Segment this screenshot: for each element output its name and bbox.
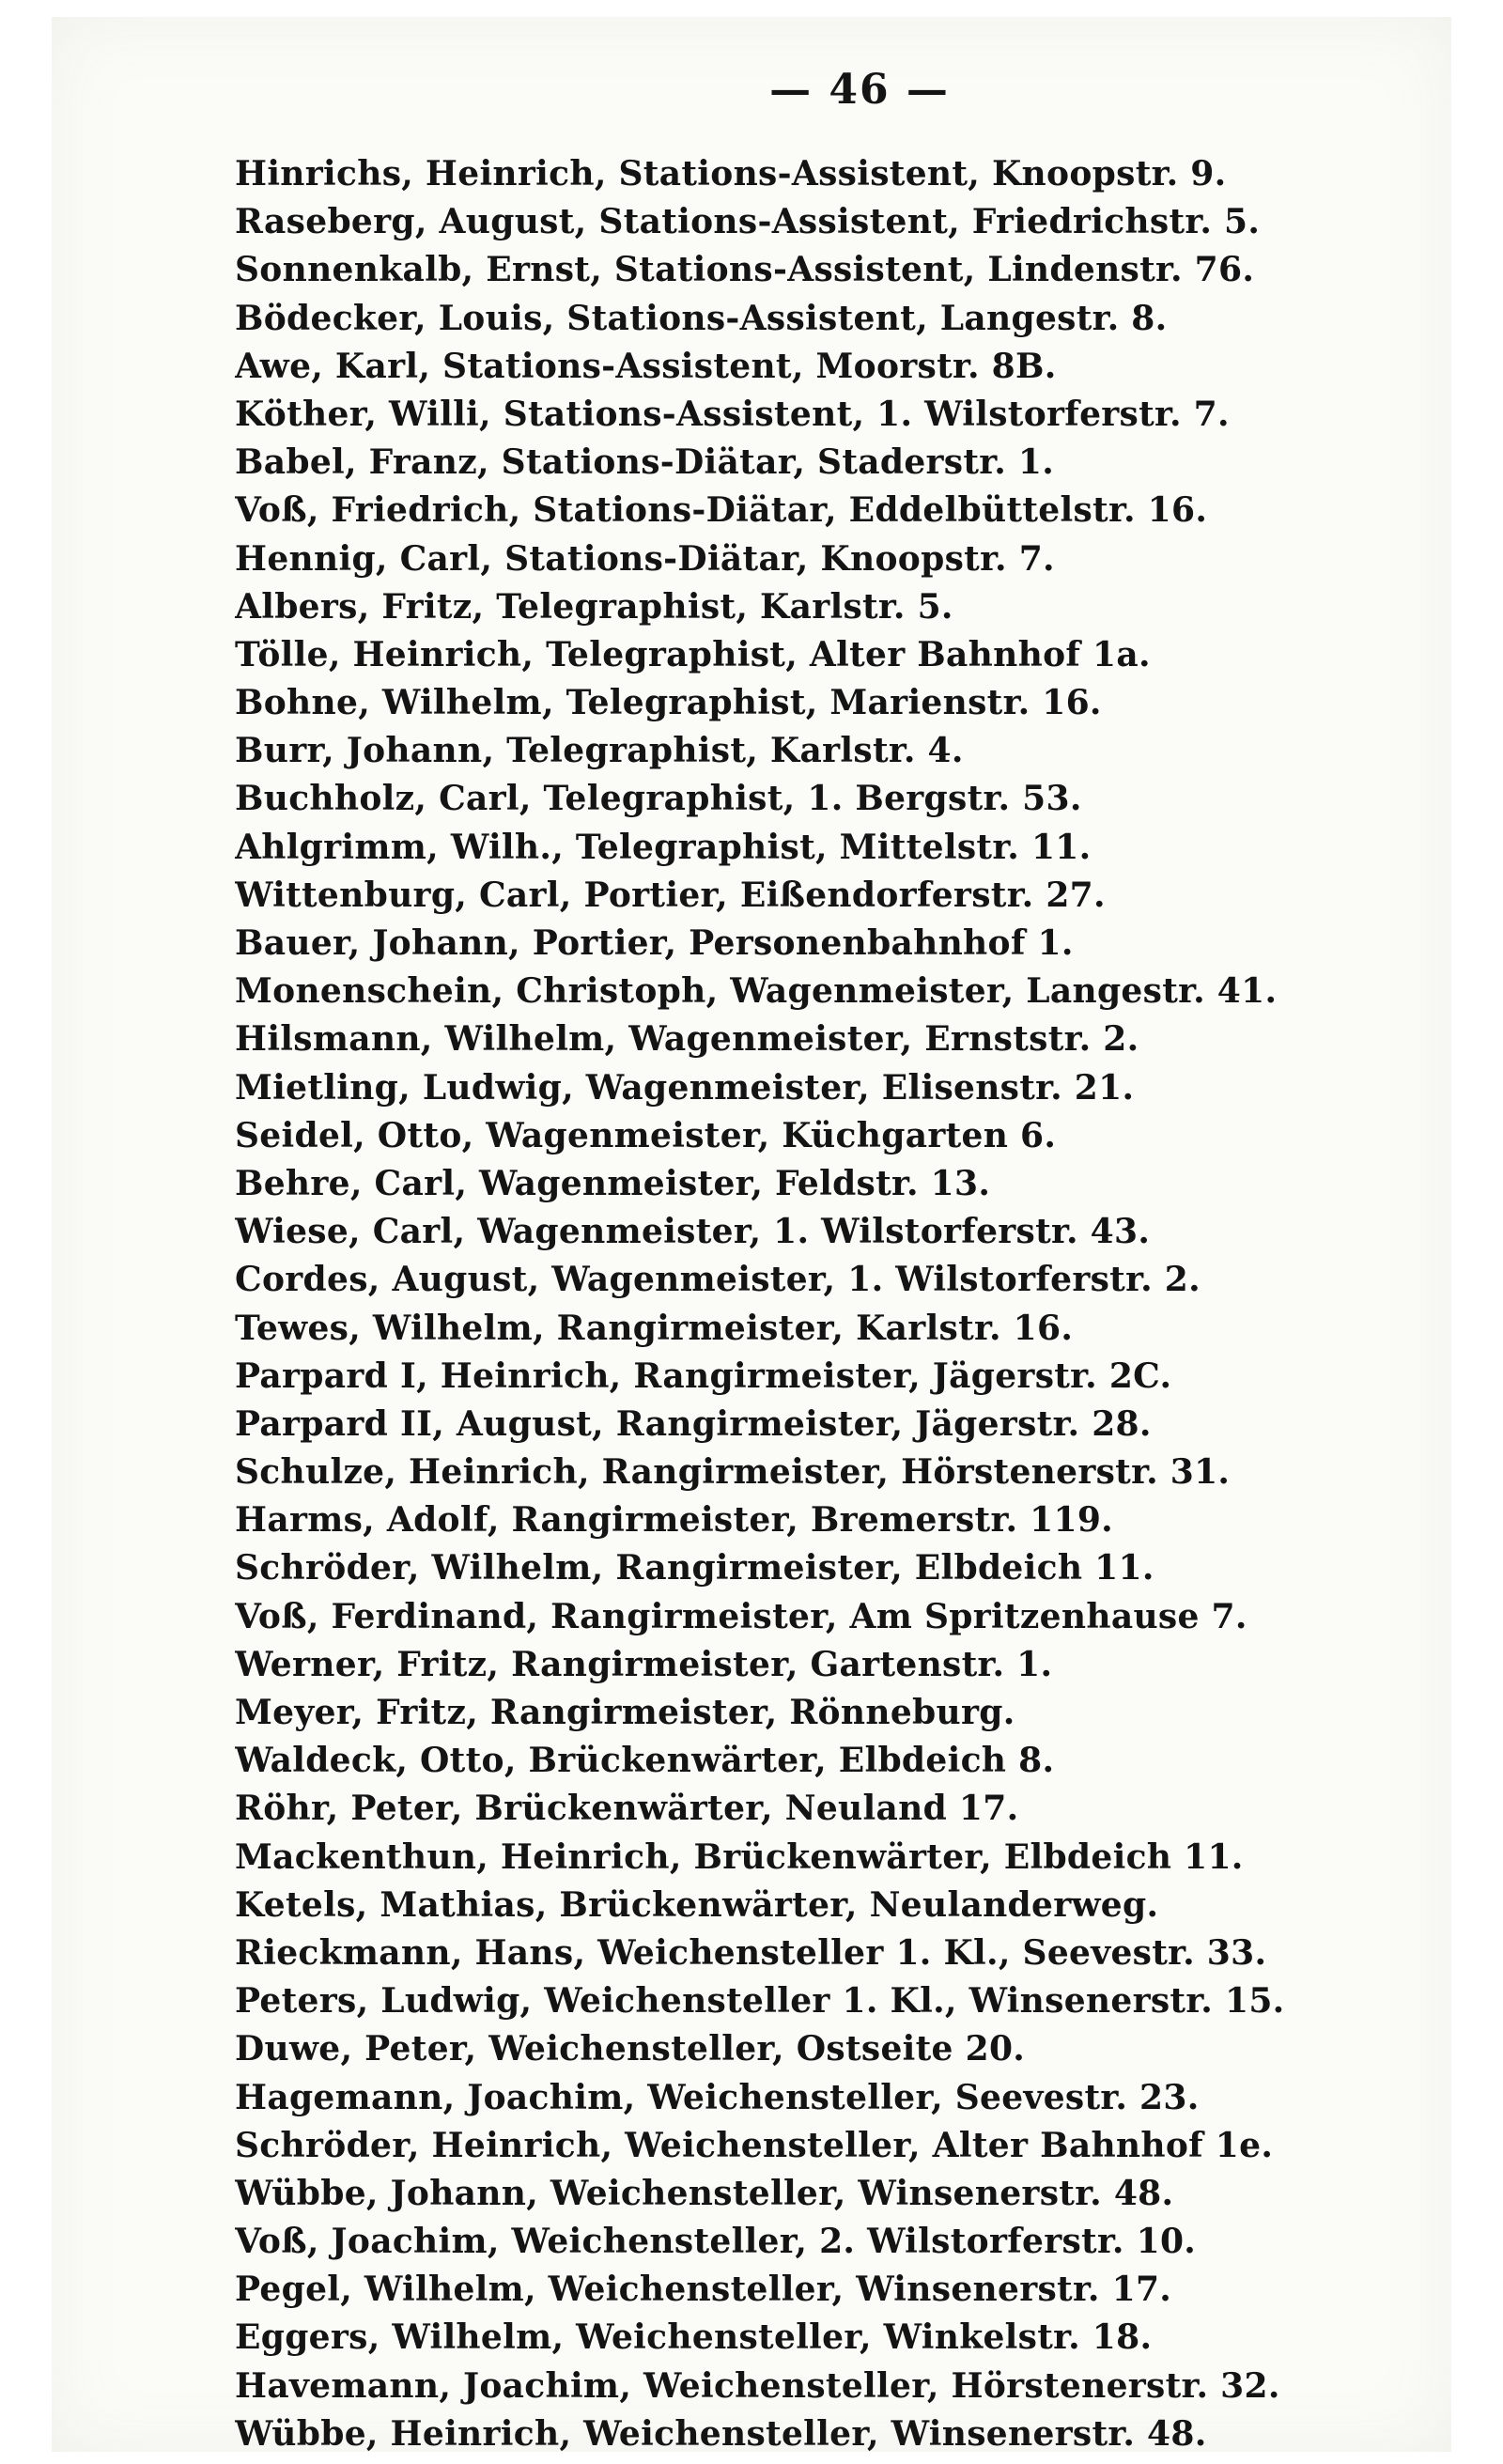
directory-entry: Monenschein, Christoph, Wagenmeister, Langestr. 41.: [235, 971, 1278, 1012]
directory-entry: Ketels, Mathias, Brückenwärter, Neulanderweg.: [235, 1884, 1159, 1925]
directory-entry: Schröder, Wilhelm, Rangirmeister, Elbdeich 11.: [235, 1548, 1154, 1588]
directory-entry: Röhr, Peter, Brückenwärter, Neuland 17.: [235, 1789, 1019, 1829]
directory-entry: Pegel, Wilhelm, Weichensteller, Winsenerstr. 17.: [235, 2270, 1172, 2310]
directory-entry: Mackenthun, Heinrich, Brückenwärter, Elbdeich 11.: [235, 1836, 1244, 1877]
directory-entry: Behre, Carl, Wagenmeister, Feldstr. 13.: [235, 1163, 991, 1203]
directory-entry: Wübbe, Heinrich, Weichensteller, Winsenerstr. 48.: [235, 2413, 1207, 2454]
directory-entry: Wittenburg, Carl, Portier, Eißendorferstr. 27.: [235, 875, 1106, 915]
directory-entry: Hennig, Carl, Stations-Diätar, Knoopstr. 7.: [235, 538, 1055, 579]
directory-entry: Wiese, Carl, Wagenmeister, 1. Wilstorferstr. 43.: [235, 1212, 1151, 1252]
directory-entry: Awe, Karl, Stations-Assistent, Moorstr. 8B.: [235, 346, 1057, 386]
directory-entry: Waldeck, Otto, Brückenwärter, Elbdeich 8.: [235, 1741, 1055, 1781]
directory-entry: Havemann, Joachim, Weichensteller, Hörstenerstr. 32.: [235, 2365, 1280, 2406]
directory-entry: Meyer, Fritz, Rangirmeister, Rönneburg.: [235, 1693, 1015, 1732]
directory-entry: Hagemann, Joachim, Weichensteller, Seevestr. 23.: [235, 2077, 1200, 2117]
directory-entry: Harms, Adolf, Rangirmeister, Bremerstr. 119.: [235, 1500, 1113, 1541]
directory-entry: Buchholz, Carl, Telegraphist, 1. Bergstr. 53.: [235, 779, 1082, 819]
directory-entry: Albers, Fritz, Telegraphist, Karlstr. 5.: [235, 586, 953, 627]
directory-entry: Tölle, Heinrich, Telegraphist, Alter Bahnhof 1a.: [235, 634, 1151, 674]
directory-entry: Werner, Fritz, Rangirmeister, Gartenstr. 1.: [235, 1644, 1053, 1684]
directory-entry: Hinrichs, Heinrich, Stations-Assistent, Knoopstr. 9.: [235, 154, 1227, 194]
directory-entry: Voß, Friedrich, Stations-Diätar, Eddelbüttelstr. 16.: [235, 490, 1208, 531]
directory-entry: Wübbe, Johann, Weichensteller, Winsenerstr. 48.: [235, 2173, 1174, 2213]
directory-entry: Schröder, Heinrich, Weichensteller, Alter Bahnhof 1e.: [235, 2125, 1274, 2165]
directory-entry: Rieckmann, Hans, Weichensteller 1. Kl., Seevestr. 33.: [235, 1932, 1267, 1973]
page-number: — 46 —: [769, 66, 950, 114]
directory-page: [52, 17, 1451, 2452]
directory-entry: Bauer, Johann, Portier, Personenbahnhof 1.: [235, 923, 1074, 963]
directory-entry: Parpard II, August, Rangirmeister, Jägerstr. 28.: [235, 1403, 1152, 1444]
directory-entry: Sonnenkalb, Ernst, Stations-Assistent, Lindenstr. 76.: [235, 250, 1255, 290]
directory-entry: Mietling, Ludwig, Wagenmeister, Elisenstr. 21.: [235, 1067, 1135, 1108]
directory-entry: Seidel, Otto, Wagenmeister, Küchgarten 6.: [235, 1115, 1057, 1155]
directory-entry: Voß, Ferdinand, Rangirmeister, Am Spritzenhause 7.: [235, 1596, 1247, 1636]
directory-entry: Burr, Johann, Telegraphist, Karlstr. 4.: [235, 731, 964, 771]
directory-entry: Voß, Joachim, Weichensteller, 2. Wilstorferstr. 10.: [235, 2222, 1197, 2262]
directory-entry: Ahlgrimm, Wilh., Telegraphist, Mittelstr. 11.: [235, 827, 1092, 867]
directory-entry: Tewes, Wilhelm, Rangirmeister, Karlstr. 16.: [235, 1308, 1074, 1348]
directory-entry: Raseberg, August, Stations-Assistent, Friedrichstr. 5.: [235, 202, 1261, 242]
entry-list: [235, 150, 1315, 2458]
directory-entry: Eggers, Wilhelm, Weichensteller, Winkelstr. 18.: [235, 2317, 1153, 2358]
directory-entry: Hilsmann, Wilhelm, Wagenmeister, Ernststr. 2.: [235, 1019, 1139, 1060]
directory-entry: Cordes, August, Wagenmeister, 1. Wilstorferstr. 2.: [235, 1260, 1201, 1300]
directory-entry: Peters, Ludwig, Weichensteller 1. Kl., Winsenerstr. 15.: [235, 1981, 1285, 2022]
directory-entry: Babel, Franz, Stations-Diätar, Staderstr. 1.: [235, 442, 1055, 483]
directory-entry: Köther, Willi, Stations-Assistent, 1. Wilstorferstr. 7.: [235, 394, 1230, 434]
directory-entry: Schulze, Heinrich, Rangirmeister, Hörstenerstr. 31.: [235, 1452, 1231, 1493]
directory-entry: Duwe, Peter, Weichensteller, Ostseite 20.: [235, 2029, 1026, 2069]
directory-entry: Parpard I, Heinrich, Rangirmeister, Jägerstr. 2C.: [235, 1356, 1172, 1396]
directory-entry: Bohne, Wilhelm, Telegraphist, Marienstr. 16.: [235, 683, 1102, 723]
directory-entry: Bödecker, Louis, Stations-Assistent, Langestr. 8.: [235, 298, 1168, 338]
